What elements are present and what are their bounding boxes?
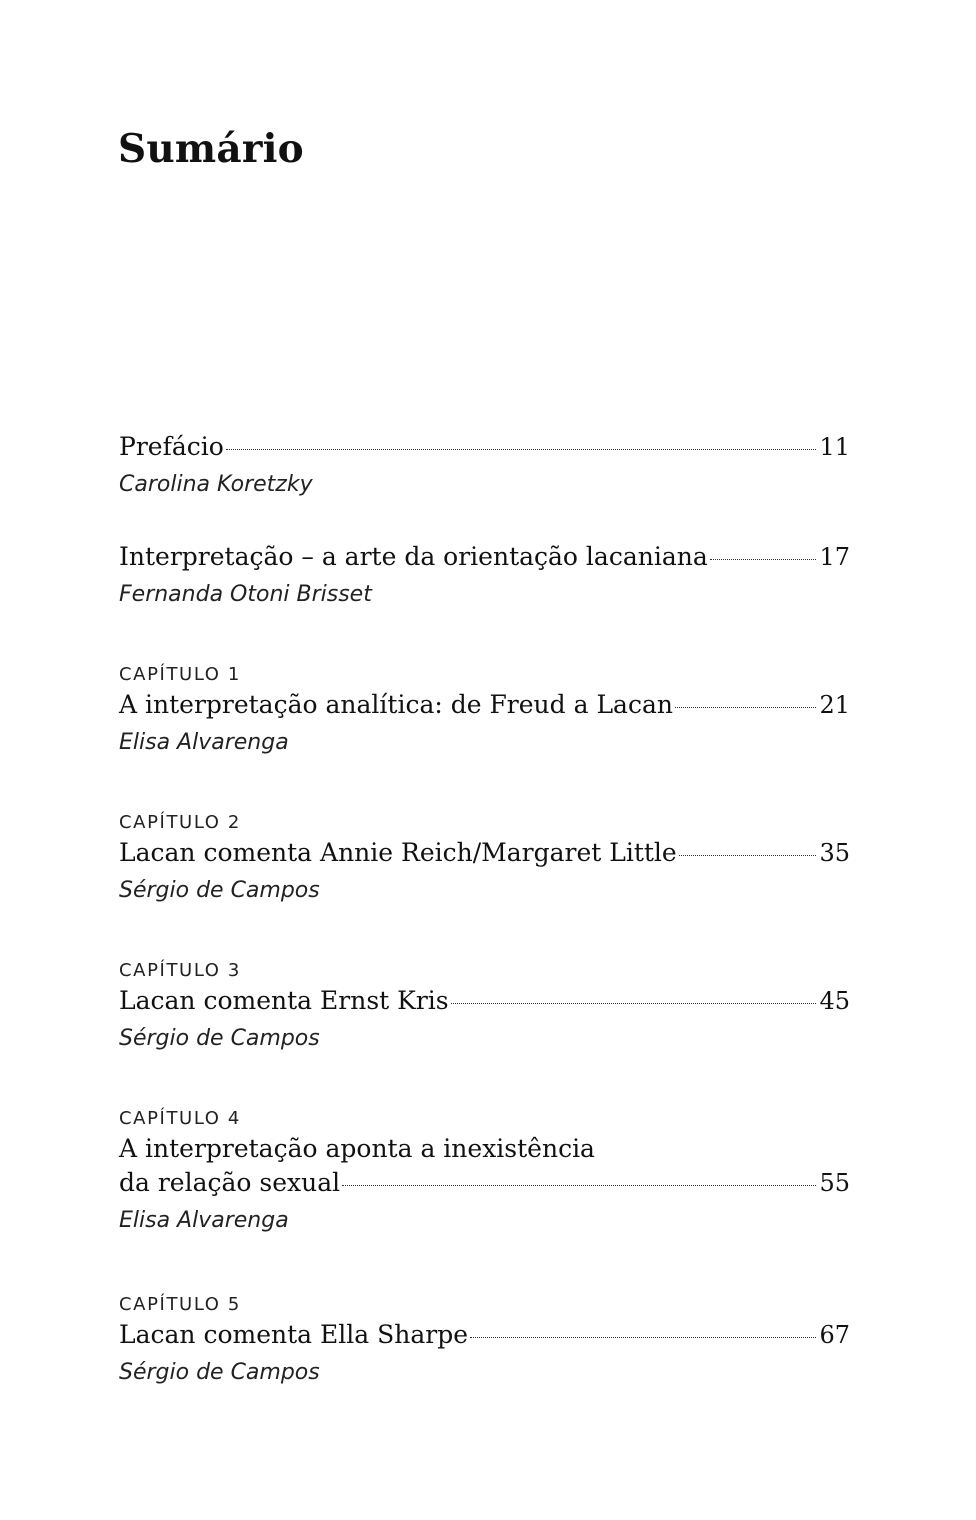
toc-entry-author: Fernanda Otoni Brisset [119,582,372,607]
toc-page-number: 45 [819,987,850,1015]
toc-entry-author: Sérgio de Campos [119,1026,320,1051]
chapter-label: CAPÍTULO 3 [119,960,241,981]
toc-entry-title: Lacan comenta Annie Reich/Margaret Little [119,838,677,867]
toc-title-row[interactable] [119,688,850,722]
dot-leader [226,449,817,450]
toc-entry-title: Lacan comenta Ernst Kris [119,986,449,1015]
toc-title-row[interactable] [119,836,850,870]
chapter-label: CAPÍTULO 1 [119,664,241,685]
toc-title-row[interactable] [119,1318,850,1352]
toc-entry-title: Prefácio [119,432,224,461]
dot-leader [342,1185,816,1186]
toc-entry-author: Elisa Alvarenga [119,1208,289,1233]
dot-leader [451,1003,817,1004]
toc-entry-title: da relação sexual [119,1168,341,1197]
toc-entry-capitulo-4[interactable] [119,1108,850,1236]
toc-entry-capitulo-2[interactable] [119,812,850,906]
dot-leader [470,1337,816,1338]
toc-title-row[interactable] [119,540,850,574]
toc-entry-interpretacao[interactable] [119,540,850,610]
toc-title-row[interactable] [119,1166,850,1200]
dot-leader [675,707,816,708]
page-title: Sumário [118,126,304,172]
toc-page-number: 35 [819,839,850,867]
toc-page-number: 67 [819,1321,850,1349]
toc-title-row[interactable] [119,430,850,464]
chapter-label: CAPÍTULO 2 [119,812,241,833]
toc-entry-capitulo-3[interactable] [119,960,850,1054]
toc-entry-author: Sérgio de Campos [119,1360,320,1385]
dot-leader [710,559,817,560]
toc-entry-title-line: A interpretação aponta a inexistência [119,1134,595,1163]
toc-title-row[interactable] [119,984,850,1018]
dot-leader [679,855,817,856]
toc-entry-prefacio[interactable] [119,430,850,500]
toc-page-number: 17 [819,543,850,571]
toc-page-number: 11 [819,433,850,461]
chapter-label: CAPÍTULO 5 [119,1294,241,1315]
toc-entry-title: A interpretação analítica: de Freud a Lacan [119,690,673,719]
toc-entry-title: Interpretação – a arte da orientação lacaniana [119,542,708,571]
toc-page-number: 21 [819,691,850,719]
toc-entry-title: Lacan comenta Ella Sharpe [119,1320,468,1349]
toc-page-number: 55 [819,1169,850,1197]
toc-entry-author: Carolina Koretzky [119,472,313,497]
chapter-label: CAPÍTULO 4 [119,1108,241,1129]
toc-entry-capitulo-5[interactable] [119,1294,850,1388]
toc-entry-author: Elisa Alvarenga [119,730,289,755]
toc-entry-author: Sérgio de Campos [119,878,320,903]
toc-entry-capitulo-1[interactable] [119,664,850,758]
